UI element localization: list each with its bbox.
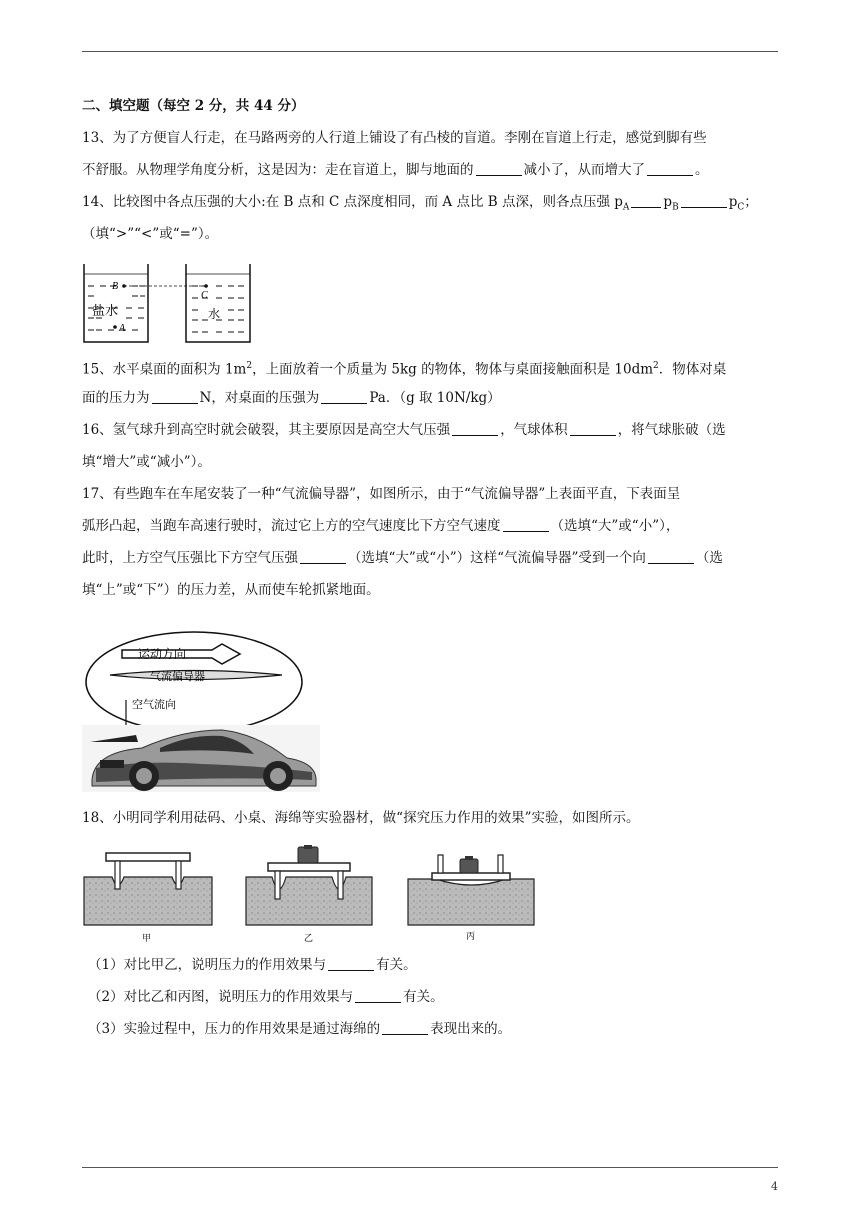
q14-line2: （填“>”“<”或“=”）。 [82,226,219,242]
container-figure [82,262,262,346]
answer-blank[interactable] [328,956,374,971]
figure-label-jia: 甲 [142,934,152,943]
q15-line2: 面的压力为 N，对桌面的压强为 Pa．（g 取 10N/kg） [82,390,501,406]
answer-blank[interactable] [648,549,694,564]
question-content-4 [82,954,784,1050]
airflow-label: 空气流向 [132,698,176,711]
answer-blank[interactable] [152,389,198,404]
figure-label-yi: 乙 [304,934,314,943]
q17-line2: 弧形凸起，当跑车高速行驶时，流过它上方的空气速度比下方空气速度 （选填“大”或“小”）， [82,518,680,534]
spoiler-label: 气流偏导器 [150,670,205,683]
q18-sub3: （3）实验过程中，压力的作用效果是通过海绵的 表现出来的。 [88,1021,512,1037]
answer-blank[interactable] [321,389,367,404]
page-number: 4 [771,1180,778,1193]
q13-line2: 不舒服。从物理学角度分析，这是因为：走在盲道上，脚与地面的 减小了，从而增大了 。 [82,162,709,178]
header-rule [82,51,778,52]
question-content [82,95,778,255]
q13-line1: 13、为了方便盲人行走，在马路两旁的人行道上铺设了有凸棱的盲道。李刚在盲道上行走，感觉到脚有些 [82,130,707,146]
answer-blank[interactable] [647,161,693,176]
answer-blank[interactable] [452,421,498,436]
q17-line3: 此时，上方空气压强比下方空气压强 （选填“大”或“小”）这样“气流偏导器”受到一个向 （选 [82,550,723,566]
q16-line2: 填“增大”或“减小”）。 [82,454,211,470]
answer-blank[interactable] [570,421,616,436]
question-content-3 [82,807,778,839]
answer-blank[interactable] [476,161,522,176]
point-a-label: A [119,323,126,334]
answer-blank[interactable] [382,1020,428,1035]
answer-blank[interactable] [355,988,401,1003]
question-content-2 [82,355,778,611]
race-car-figure [82,630,320,792]
sponge-experiment-figure [82,845,552,943]
footer-rule [82,1167,778,1168]
figure-label-bing: 丙 [466,932,476,942]
answer-blank[interactable] [300,549,346,564]
q15-line1: 15、水平桌面的面积为 $1m^2$，上面放着一个质量为 5kg 的物体，物体与桌面接触面积是 $10dm^2$．物体对桌 [82,361,727,378]
section-title: 二、填空题（每空 2 分，共 44 分） [82,98,305,114]
answer-blank[interactable] [631,193,661,208]
point-b-label: B [112,281,119,292]
answer-blank[interactable] [503,517,549,532]
motion-direction-label: 运动方向 [138,647,187,661]
q16-line1: 16、氢气球升到高空时就会破裂，其主要原因是高空大气压强 ，气球体积 ，将气球胀破（选 [82,422,726,438]
q18-sub1: （1）对比甲乙，说明压力的作用效果与 有关。 [88,957,417,973]
water-label: 水 [208,307,221,321]
q17-line4: 填“上”或“下”）的压力差，从而使车轮抓紧地面。 [82,582,380,598]
q17-line1: 17、有些跑车在车尾安装了一种“气流偏导器”，如图所示，由于“气流偏导器”上表面平直，下表面呈 [82,486,681,502]
q18-sub2: （2）对比乙和丙图，说明压力的作用效果与 有关。 [88,989,444,1005]
q14-line1: 14、比较图中各点压强的大小:在 B 点和 C 点深度相同，而 A 点比 B 点深，则各点压强 $p_A$ $p_B$ $p_C$； [82,194,758,213]
q18-line1: 18、小明同学利用砝码、小桌、海绵等实验器材，做“探究压力作用的效果”实验，如图所示。 [82,810,640,826]
answer-blank[interactable] [681,193,727,208]
salt-water-label: 盐水 [92,304,119,319]
point-c-label: C [201,290,208,301]
